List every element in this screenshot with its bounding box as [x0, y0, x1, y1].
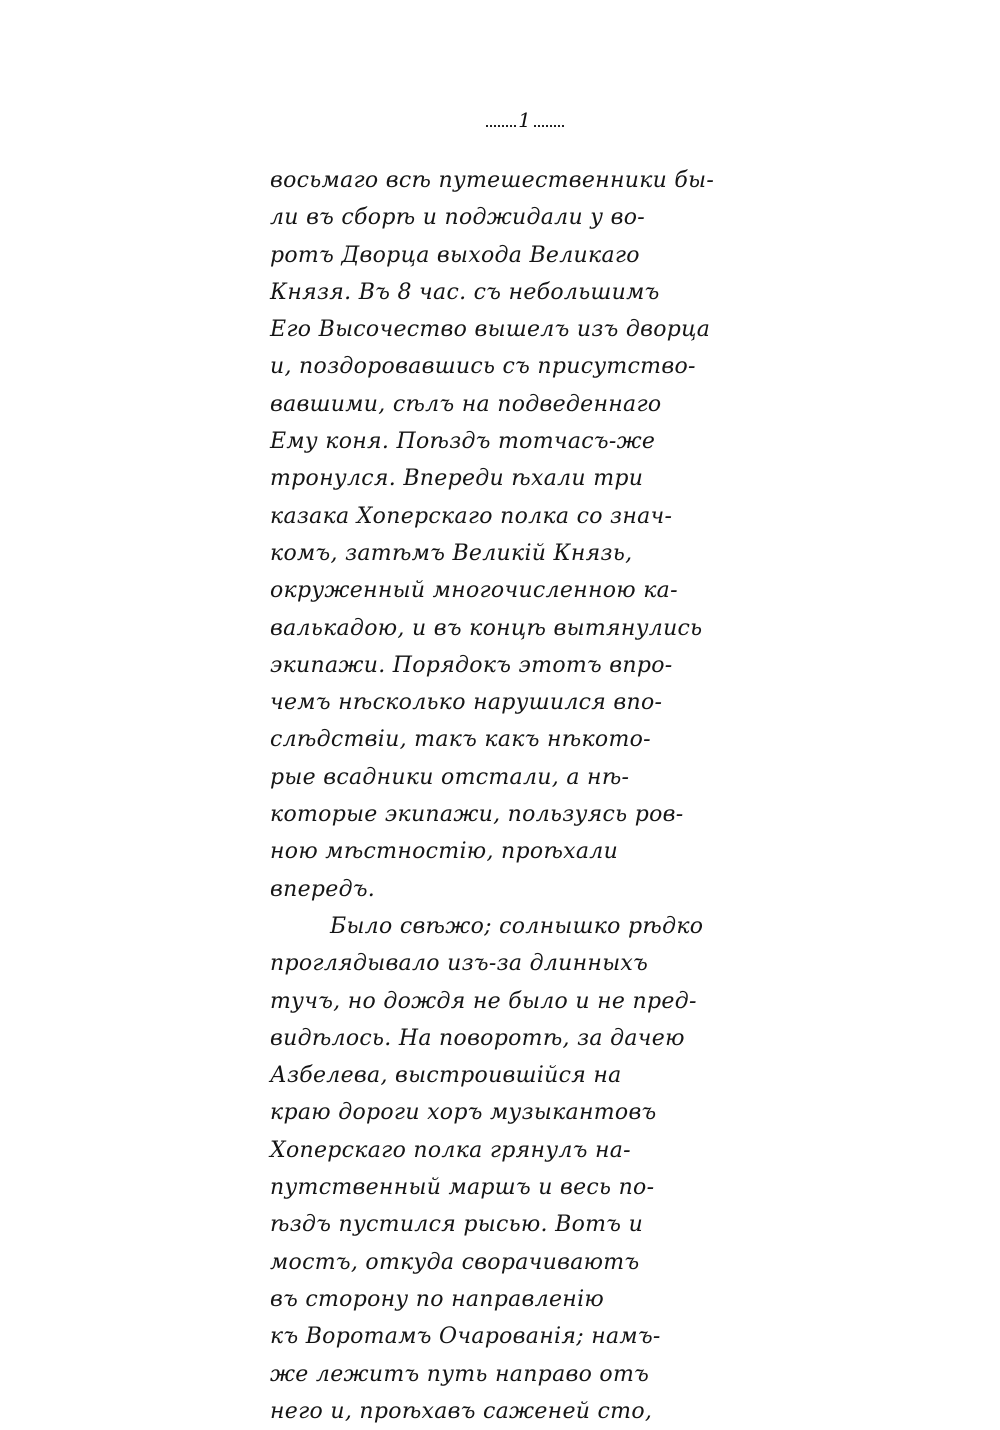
- manuscript-line: тронулся. Впереди ѣхали три: [270, 466, 644, 492]
- page-number: 1: [518, 108, 532, 132]
- manuscript-line: Князя. Въ 8 час. съ небольшимъ: [270, 279, 660, 305]
- manuscript-line: валькадою, и въ концѣ вытянулись: [270, 615, 703, 641]
- manuscript-line: Азбелева, выстроившійся на: [270, 1063, 622, 1089]
- manuscript-line: тучъ, но дождя не было и не пред-: [270, 988, 697, 1014]
- manuscript-line: Его Высочество вышелъ изъ дворца: [270, 317, 711, 343]
- manuscript-line: ротъ Дворца выхода Великаго: [270, 242, 640, 268]
- manuscript-line: и, поздоровавшись съ присутство-: [270, 354, 696, 380]
- handwritten-text-block: [270, 162, 810, 1430]
- manuscript-line: него и, проѣхавъ саженей сто,: [270, 1398, 653, 1424]
- manuscript-line: рые всадники отстали, а нѣ-: [270, 764, 630, 790]
- manuscript-line: краю дороги хоръ музыкантовъ: [270, 1100, 657, 1126]
- manuscript-line: комъ, затѣмъ Великій Князь,: [270, 540, 633, 566]
- manuscript-line: которые экипажи, пользуясь ров-: [270, 802, 684, 828]
- page-marker-right-flourish: [534, 117, 564, 127]
- manuscript-line: окруженный многочисленною ка-: [270, 578, 678, 604]
- page-marker-left-flourish: [486, 117, 516, 127]
- manuscript-line: ною мѣстностію, проѣхали: [270, 839, 619, 865]
- manuscript-line: впередъ.: [270, 876, 376, 902]
- manuscript-line: же лежитъ путь направо отъ: [270, 1361, 650, 1387]
- manuscript-line: видѣлось. На поворотѣ, за дачею: [270, 1025, 685, 1051]
- manuscript-line: къ Воротамъ Очарованія; намъ-: [270, 1324, 661, 1350]
- manuscript-line: Хоперскаго полка грянулъ на-: [270, 1137, 631, 1163]
- manuscript-line: экипажи. Порядокъ этотъ впро-: [270, 652, 673, 678]
- manuscript-line: въ сторону по направленію: [270, 1286, 605, 1312]
- manuscript-line: чемъ нѣсколько нарушился впо-: [270, 690, 663, 716]
- page-number-marker: [470, 108, 580, 132]
- manuscript-line: вавшими, сѣлъ на подведеннаго: [270, 391, 662, 417]
- manuscript-line: путственный маршъ и весь по-: [270, 1175, 655, 1201]
- manuscript-line: восьмаго всѣ путешественники бы-: [270, 168, 715, 193]
- manuscript-line: мостъ, откуда сворачиваютъ: [270, 1249, 640, 1275]
- manuscript-line: Было свѣжо; солнышко рѣдко: [330, 913, 704, 939]
- manuscript-line: слѣдствіи, такъ какъ нѣкото-: [270, 727, 651, 753]
- manuscript-line: казака Хоперскаго полка со знач-: [270, 503, 673, 529]
- manuscript-line: ѣздъ пустился рысью. Вотъ и: [270, 1212, 644, 1238]
- manuscript-line: Ему коня. Поѣздъ тотчасъ-же: [270, 429, 656, 455]
- manuscript-line: ли въ сборѣ и поджидали у во-: [270, 205, 645, 231]
- manuscript-line: проглядывало изъ-за длинныхъ: [270, 951, 649, 977]
